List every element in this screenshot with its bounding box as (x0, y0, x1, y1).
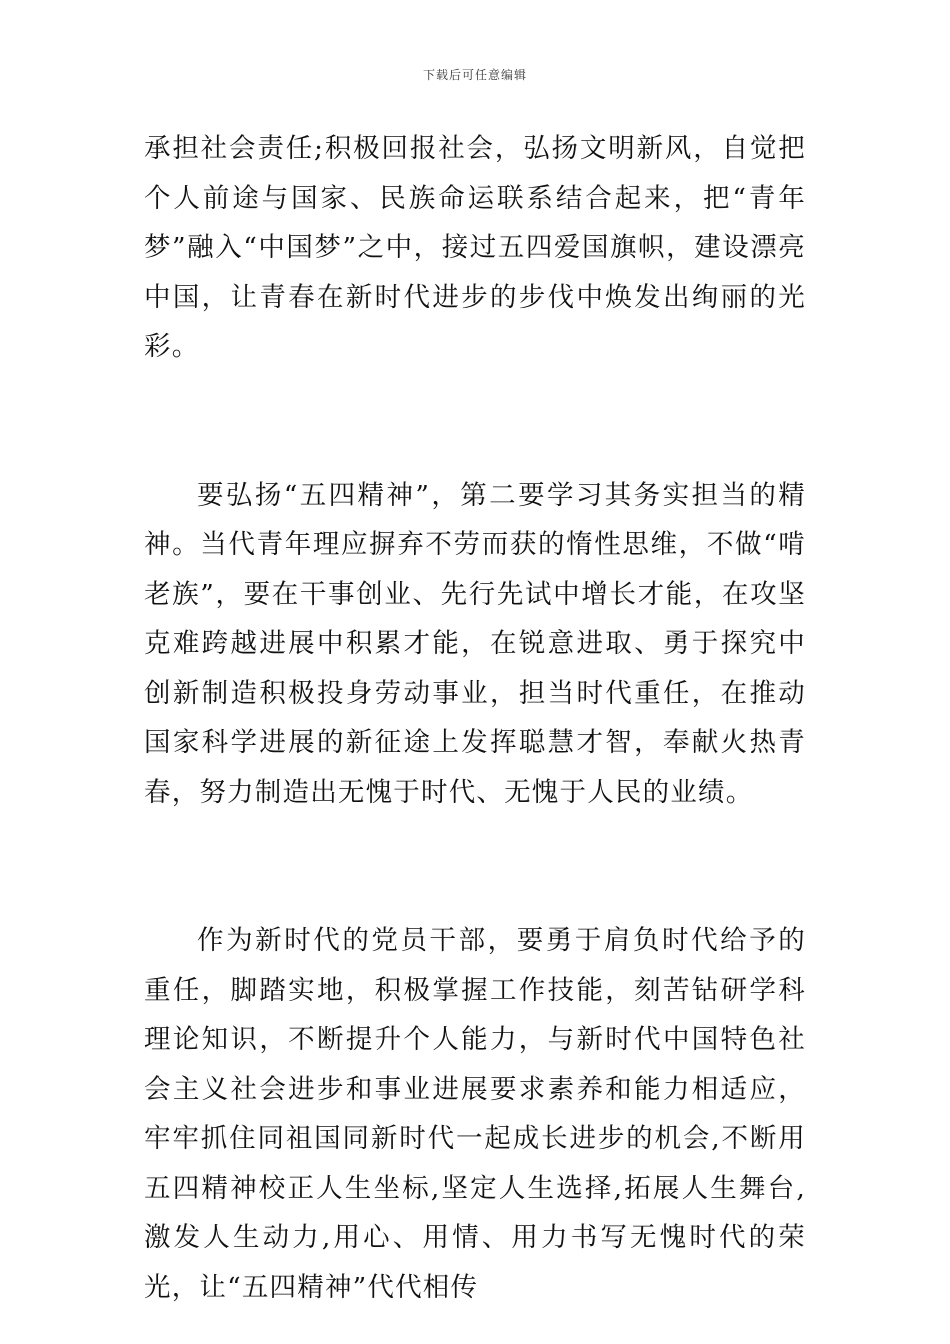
paragraph-spacer (144, 817, 806, 916)
paragraph-continuation: 承担社会责任;积极回报社会，弘扬文明新风，自觉把个人前途与国家、民族命运联系结合起来，把“青年梦”融入“中国梦”之中，接过五四爱国旗帜，建设漂亮中国，让青春在新时代进步的步伐中焕发出绚丽的光彩。 (144, 133, 806, 362)
paragraph-spacer (144, 372, 806, 471)
paragraph-party-cadre: 作为新时代的党员干部，要勇于肩负时代给予的重任，脚踏实地，积极掌握工作技能，刻苦钻研学科理论知识，不断提升个人能力，与新时代中国特色社会主义社会进步和事业进展要求素养和能力相适应，牢牢抓住同祖国同新时代一起成长进步的机会,不断用五四精神校正人生坐标,坚定人生选择,拓展人生舞台,激发人生动力,用心、用情、用力书写无愧时代的荣光，让“五四精神”代代相传 (144, 925, 806, 1303)
paragraph-pragmatic-spirit: 要弘扬“五四精神”，第二要学习其务实担当的精神。当代青年理应摒弃不劳而获的惰性思维，不做“啃老族”，要在干事创业、先行先试中增长才能，在攻坚克难跨越进展中积累才能，在锐意进取、勇于探究中创新制造积极投身劳动事业，担当时代重任，在推动国家科学进展的新征途上发挥聪慧才智，奉献火热青春，努力制造出无愧于时代、无愧于人民的业绩。 (144, 479, 806, 808)
document-body (144, 124, 806, 1312)
download-note: 下载后可任意编辑 (422, 68, 527, 82)
